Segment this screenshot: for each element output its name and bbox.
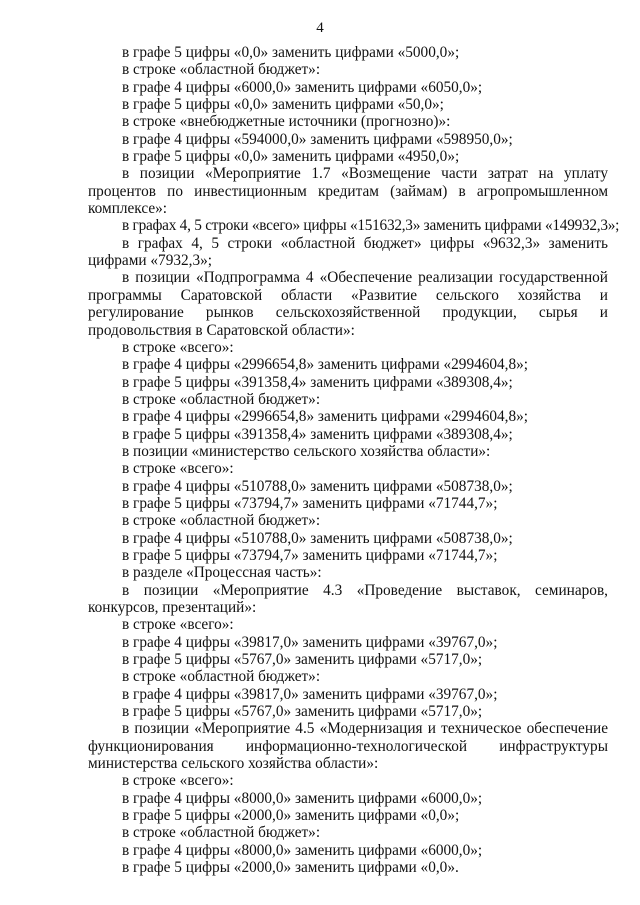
text-line: в графе 4 цифры «39817,0» заменить цифрами «39767,0»; (122, 633, 498, 651)
text-paragraph: в позиции «Подпрограмма 4 «Обеспечение реализации государственной программы Саратовской области «Развитие сельского хозяйства и регулирование рынков сельскохозяйственной продукции, сырья и продовольствия в Саратовской области»: (88, 269, 608, 339)
text-line: в графе 4 цифры «510788,0» заменить цифрами «508738,0»; (122, 477, 513, 495)
text-line: в графе 5 цифры «5767,0» заменить цифрами «5717,0»; (122, 651, 483, 669)
text-line: в строке «областной бюджет»: (122, 390, 321, 408)
text-line: в графе 4 цифры «594000,0» заменить цифрами «598950,0»; (122, 130, 513, 148)
text-paragraph: в позиции «Мероприятие 4.5 «Модернизация и техническое обеспечение функционирования информационно-технологической инфраструктуры министерства сельского хозяйства области»: (88, 720, 608, 773)
text-line: в графе 4 цифры «8000,0» заменить цифрами «6000,0»; (122, 841, 483, 859)
text-line: в графе 4 цифры «8000,0» заменить цифрами «6000,0»; (122, 789, 483, 807)
text-paragraph: в позиции «Мероприятие 1.7 «Возмещение части затрат на уплату процентов по инвестиционным кредитам (займам) в агропромышленном комплексе»: (88, 165, 608, 218)
text-line: в строке «областной бюджет»: (122, 61, 321, 79)
text-line: в графе 5 цифры «2000,0» заменить цифрами «0,0». (122, 859, 459, 877)
text-line: в графе 5 цифры «73794,7» заменить цифрами «71744,7»; (122, 494, 498, 512)
text-paragraph: в позиции «Мероприятие 4.3 «Проведение выставок, семинаров, конкурсов, презентаций»: (88, 581, 608, 616)
text-line: в строке «всего»: (122, 338, 234, 356)
text-line: в строке «всего»: (122, 772, 234, 790)
text-line: в графе 4 цифры «2996654,8» заменить цифрами «2994604,8»; (122, 356, 529, 374)
text-line: в графе 5 цифры «0,0» заменить цифрами «50,0»; (122, 96, 444, 114)
text-line: в графе 5 цифры «2000,0» заменить цифрами «0,0»; (122, 807, 460, 825)
text-line: в строке «областной бюджет»: (122, 824, 321, 842)
text-line: в графах 4, 5 строки «всего» цифры «151632,3» заменить цифрами «149932,3»; (122, 217, 620, 235)
text-line: в строке «всего»: (122, 460, 234, 478)
text-line: в графе 4 цифры «39817,0» заменить цифрами «39767,0»; (122, 685, 498, 703)
text-line: в позиции «министерство сельского хозяйства области»: (122, 442, 491, 460)
text-line: в графе 5 цифры «73794,7» заменить цифрами «71744,7»; (122, 546, 498, 564)
text-line: в графе 5 цифры «391358,4» заменить цифрами «389308,4»; (122, 373, 513, 391)
text-line: в разделе «Процессная часть»: (122, 564, 322, 582)
text-line: в графе 5 цифры «0,0» заменить цифрами «4950,0»; (122, 148, 460, 166)
text-line: в строке «областной бюджет»: (122, 512, 321, 530)
text-line: в графе 5 цифры «0,0» заменить цифрами «5000,0»; (122, 44, 460, 61)
text-line: в графе 4 цифры «2996654,8» заменить цифрами «2994604,8»; (122, 408, 529, 426)
document-body (88, 44, 620, 877)
page-number: 4 (316, 20, 324, 36)
text-line: в строке «всего»: (122, 616, 234, 634)
text-line: в графе 5 цифры «391358,4» заменить цифрами «389308,4»; (122, 425, 513, 443)
text-line: в строке «внебюджетные источники (прогнозно)»: (122, 113, 451, 131)
text-line: в графе 5 цифры «5767,0» заменить цифрами «5717,0»; (122, 703, 483, 721)
text-line: в графе 4 цифры «6000,0» заменить цифрами «6050,0»; (122, 78, 483, 96)
text-line: в графе 4 цифры «510788,0» заменить цифрами «508738,0»; (122, 529, 513, 547)
text-paragraph: в графах 4, 5 строки «областной бюджет» цифры «9632,3» заменить цифрами «7932,3»; (88, 234, 608, 270)
text-line: в строке «областной бюджет»: (122, 668, 321, 686)
